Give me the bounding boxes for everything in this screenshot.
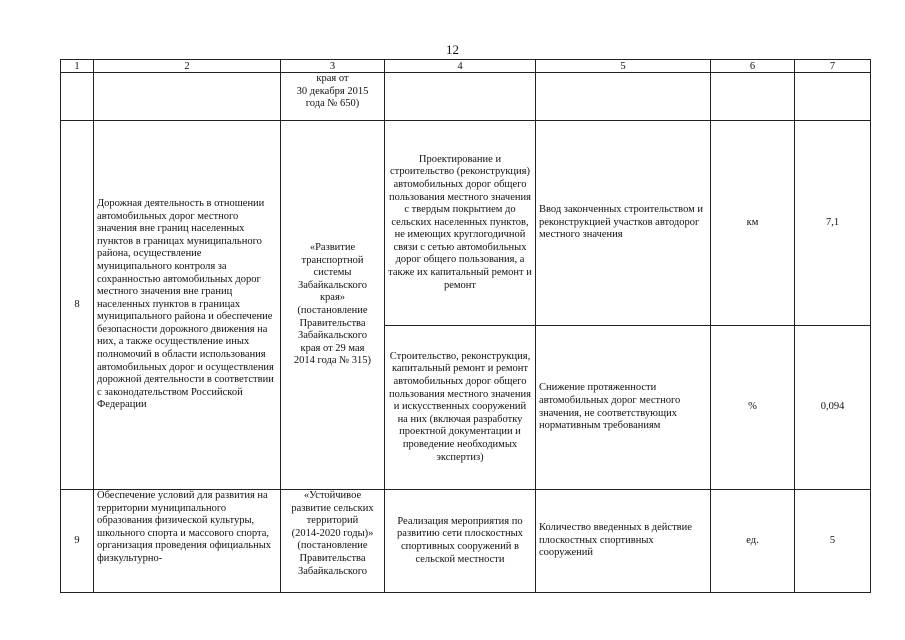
header-cell: 6 [711,60,795,73]
activity-cell: Обеспечение условий для развития на территории муниципального образования физической культуры, школьного спорта и массового спорта, организация проведения официальных физкультурно- [94,490,281,593]
indicator-cell: Снижение протяженности автомобильных дорог местного значения, не соответствующих нормативным требованиям [536,326,711,490]
row-number: 8 [61,121,94,490]
header-cell: 3 [281,60,385,73]
activity-cell: Дорожная деятельность в отношении автомобильных дорог местного значения вне границ населенных пунктов в границах муниципального района, осуществление муниципального контроля за сохранностью автомобильных дорог местного значения вне границ населенных пунктов в границах муниципального района и обеспечение безопасности дорожного движения на них, а также осуществление иных полномочий в области использования автомобильных дорог и осуществления дорожной деятельности в соответствии с законодательством Российской Федерации [94,121,281,490]
header-cell: 4 [385,60,536,73]
document-table [60,59,871,593]
table-row-9 [61,490,871,593]
program-cell: «Развитие транспортной системы Забайкальского края» (постановление Правительства Забайкальского края от 29 мая 2014 года № 315) [281,121,385,490]
value-cell: 7,1 [795,121,871,326]
table-header-row [61,60,871,73]
cell-empty [711,73,795,121]
cell-empty [536,73,711,121]
page-number: 12 [446,42,459,57]
event-cell: Строительство, реконструкция, капитальный ремонт и ремонт автомобильных дорог общего пользования местного значения и искусственных сооружений на них (включая разработку проектной документации и проведение необходимых экспертиз) [385,326,536,490]
event-cell: Реализация мероприятия по развитию сети плоскостных спортивных сооружений в сельской местности [385,490,536,593]
value-cell: 5 [795,490,871,593]
event-cell: Проектирование и строительство (реконструкция) автомобильных дорог общего пользования местного значения с твердым покрытием до сельских населенных пунктов, не имеющих круглогодичной связи с сетью автомобильных дорог общего пользования, а также их капитальный ремонт и ремонт [385,121,536,326]
table-row-8a [61,121,871,326]
indicator-cell: Количество введенных в действие плоскостных спортивных сооружений [536,490,711,593]
unit-cell: % [711,326,795,490]
header-cell: 2 [94,60,281,73]
indicator-cell: Ввод законченных строительством и реконструкцией участков автодорог местного значения [536,121,711,326]
cell-empty [94,73,281,121]
cell-empty [385,73,536,121]
program-cell: края от 30 декабря 2015 года № 650) [281,73,385,121]
table-row-continuation [61,73,871,121]
cell-empty [795,73,871,121]
unit-cell: ед. [711,490,795,593]
header-cell: 5 [536,60,711,73]
program-cell: «Устойчивое развитие сельских территорий (2014-2020 годы)» (постановление Правительства Забайкальского [281,490,385,593]
unit-cell: км [711,121,795,326]
value-cell: 0,094 [795,326,871,490]
row-number: 9 [61,490,94,593]
cell-empty [61,73,94,121]
header-cell: 1 [61,60,94,73]
header-cell: 7 [795,60,871,73]
